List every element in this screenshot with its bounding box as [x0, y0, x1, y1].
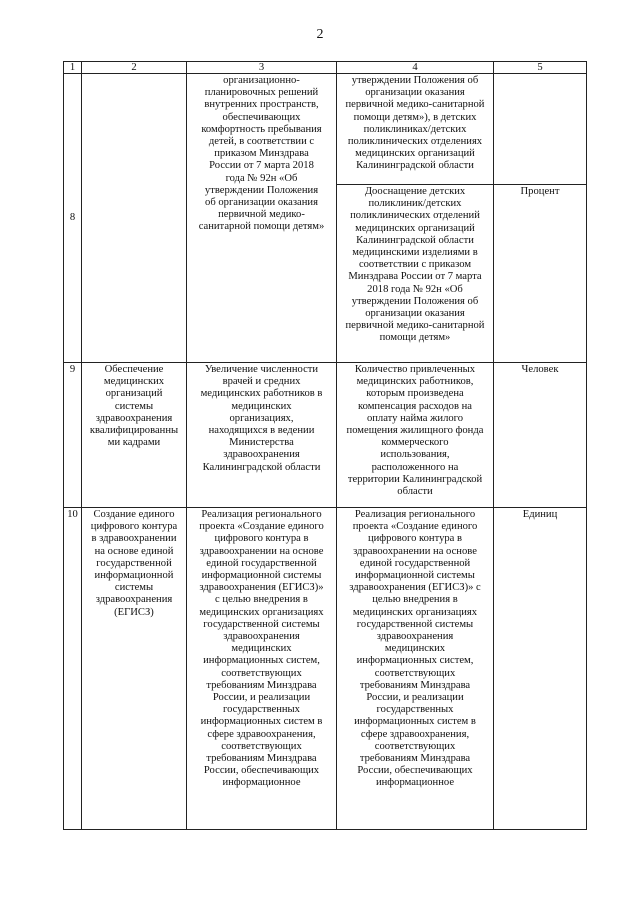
row-8-col2-empty	[82, 74, 187, 363]
header-col-1: 1	[64, 62, 82, 74]
header-col-3: 3	[187, 62, 337, 74]
row-10-unit: Единиц	[494, 508, 587, 830]
header-col-5: 5	[494, 62, 587, 74]
row-9-unit: Человек	[494, 363, 587, 508]
row-cont-col5-empty	[494, 74, 587, 185]
table-row	[64, 508, 587, 830]
table-row	[64, 363, 587, 508]
row-8-unit: Процент	[494, 185, 587, 363]
row-cont-col4-text: утверждении Положения об организации оказания первичной медико-санитарной помощи детям»), в детских поликлиниках/детских поликлинических отделениях медицинских организаций Калининградской области	[337, 74, 494, 185]
row-number-10: 10	[64, 508, 82, 830]
row-9-col2-text: Обеспечение медицинских организаций системы здравоохранения квалифицированны ми кадрами	[82, 363, 187, 508]
header-col-2: 2	[82, 62, 187, 74]
row-9-col4-text: Количество привлеченных медицинских работников, которым произведена компенсация расходов на оплату найма жилого помещения жилищного фонда коммерческого использования, расположенного на территории Калининградской области	[337, 363, 494, 508]
header-col-4: 4	[337, 62, 494, 74]
document-table	[63, 61, 587, 830]
header-row	[64, 62, 587, 74]
row-8-col4-text: Дооснащение детских поликлиник/детских поликлинических отделений медицинских организаций Калининградской области медицинскими изделиями в соответствии с приказом Минздрава России от 7 марта 2018 года № 92н «Об утверждении Положения об организации оказания первичной медико-санитарной помощи детям»	[337, 185, 494, 363]
table-row	[64, 74, 587, 185]
row-9-col3-text: Увеличение численности врачей и средних медицинских работников в медицинских организациях, находящихся в ведении Министерства здравоохранения Калининградской области	[187, 363, 337, 508]
row-number-8: 8	[64, 74, 82, 363]
page-number: 2	[316, 27, 324, 42]
row-10-col4-text: Реализация регионального проекта «Создание единого цифрового контура в здравоохранении на основе единой государственной информационной системы здравоохранения (ЕГИСЗ)» с целью внедрения в медицинских организациях государственной системы здравоохранения медицинских информационных систем, соответствующих требованиям Минздрава России, и реализации государственных информационных систем в сфере здравоохранения, соответствующих требованиям Минздрава России, обеспечивающих информационное	[337, 508, 494, 830]
row-number-9: 9	[64, 363, 82, 508]
row-8-col3-text: организационно- планировочных решений внутренних пространств, обеспечивающих комфортность пребывания детей, в соответствии с приказом Минздрава России от 7 марта 2018 года № 92н «Об утверждении Положения об организации оказания первичной медико- санитарной помощи детям»	[187, 74, 337, 363]
row-10-col2-text: Создание единого цифрового контура в здравоохранении на основе единой государственной информационной системы здравоохранения (ЕГИСЗ)	[82, 508, 187, 830]
row-10-col3-text: Реализация регионального проекта «Создание единого цифрового контура в здравоохранении на основе единой государственной информационной системы здравоохранения (ЕГИСЗ)» с целью внедрения в медицинских организациях государственной системы здравоохранения медицинских информационных систем, соответствующих требованиям Минздрава России, и реализации государственных информационных систем в сфере здравоохранения, соответствующих требованиям Минздрава России, обеспечивающих информационное	[187, 508, 337, 830]
